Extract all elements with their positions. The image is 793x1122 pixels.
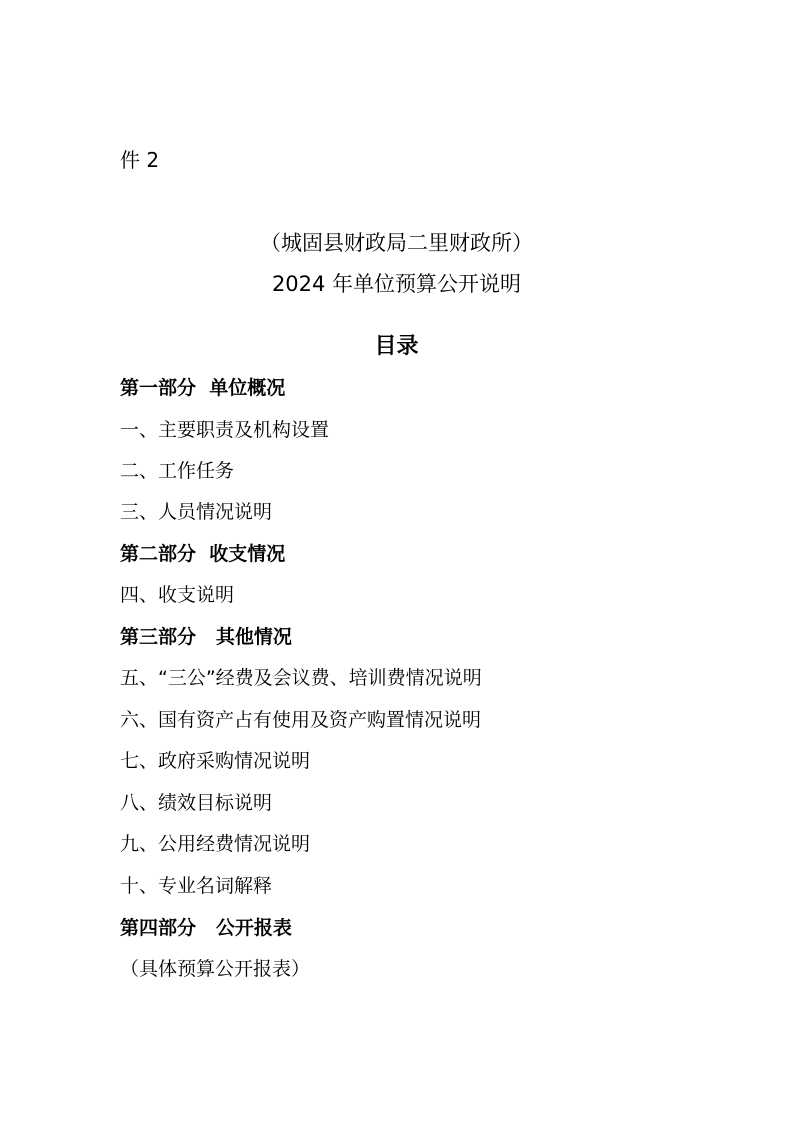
toc-part-4: 第四部分 公开报表 bbox=[120, 917, 292, 939]
toc-item-9: 九、公用经费情况说明 bbox=[120, 833, 311, 855]
toc-part-2: 第二部分 收支情况 bbox=[120, 543, 286, 565]
attachment-label: 件 2 bbox=[120, 148, 160, 172]
toc-part-3: 第三部分 其他情况 bbox=[120, 626, 292, 648]
toc-item-8: 八、绩效目标说明 bbox=[120, 792, 273, 814]
toc-item-6: 六、国有资产占有使用及资产购置情况说明 bbox=[120, 709, 482, 731]
toc-part-1: 第一部分 单位概况 bbox=[120, 377, 286, 399]
toc-item-11: （具体预算公开报表） bbox=[120, 958, 311, 980]
toc-item-3: 三、人员情况说明 bbox=[120, 501, 273, 523]
toc-heading: 目录 bbox=[374, 334, 419, 359]
toc-item-2: 二、工作任务 bbox=[120, 460, 235, 482]
toc-item-5: 五、“三公”经费及会议费、培训费情况说明 bbox=[120, 667, 482, 689]
document-title-unit: （城固县财政局二里财政所） bbox=[260, 231, 533, 255]
toc-item-7: 七、政府采购情况说明 bbox=[120, 750, 311, 772]
toc-item-1: 一、主要职责及机构设置 bbox=[120, 419, 330, 441]
document-title: 2024 年单位预算公开说明 bbox=[271, 272, 522, 296]
toc-item-10: 十、专业名词解释 bbox=[120, 875, 273, 897]
toc-item-4: 四、收支说明 bbox=[120, 584, 235, 606]
